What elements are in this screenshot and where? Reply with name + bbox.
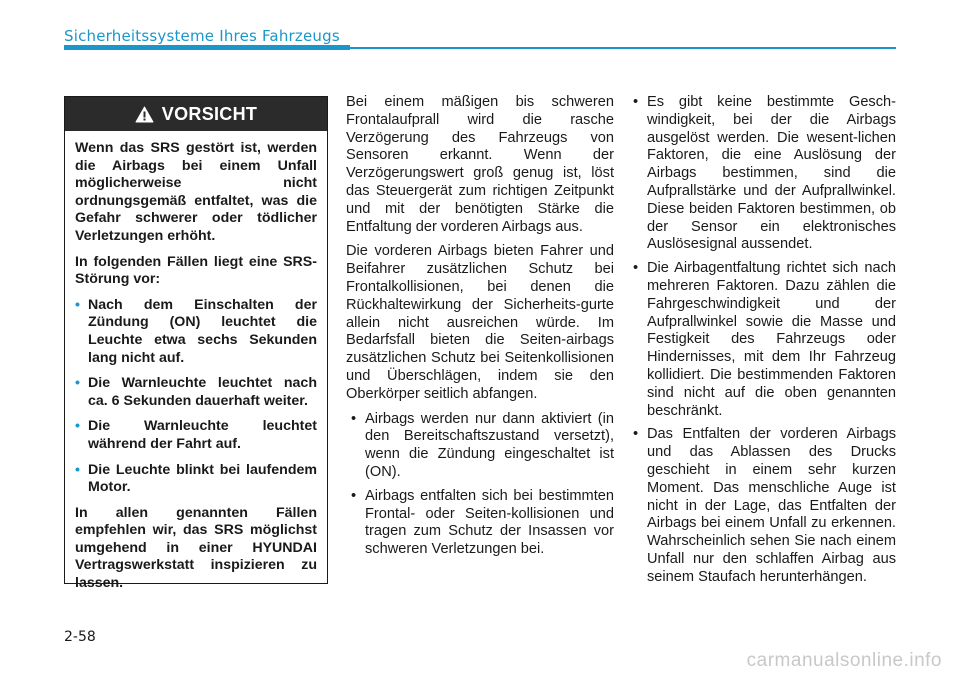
right-column — [628, 94, 896, 593]
watermark: carmanualsonline.info — [746, 650, 942, 671]
body-paragraph: Bei einem mäßigen bis schweren Frontalaufprall wird die rasche Verzögerung des Fahrzeugs von Sensoren erkannt. Wenn der Verzögerungswert groß genug ist, löst das Steuergerät zum richtigen Zeitpunkt und mit der benötigten Stärke die Entfaltung der vorderen Airbags aus. — [346, 94, 614, 235]
caution-body — [65, 131, 327, 593]
list-item-text: Die Airbagentfaltung richtet sich nach mehreren Faktoren. Dazu zählen die Fahrgeschwindigkeit und der Aufprallwinkel sowie die Masse und Festigkeit des Fahrzeugs oder Hindernisses, mit dem Ihr Fahrzeug kollidiert. Die bestimmenden Faktoren sind nicht auf die oben genannten beschränkt. — [647, 260, 896, 419]
middle-column — [346, 94, 614, 565]
header-rule-thin — [350, 47, 896, 49]
list-item — [628, 426, 896, 586]
caution-title: VORSICHT — [161, 103, 258, 124]
caution-list-item — [75, 418, 317, 453]
bullet-list — [346, 411, 614, 559]
caution-item-text: Die Warnleuchte leuchtet nach ca. 6 Sekunden dauerhaft weiter. — [88, 375, 317, 409]
bullet-icon: • — [75, 296, 80, 313]
list-item-text: Es gibt keine bestimmte Gesch-windigkeit, bei der die Airbags ausgelöst werden. Die wesent-lichen Faktoren, die eine Auslösung der Airbags bestimmen, sind die Aufprallstärke und der Aufprallwinkel. Diese beiden Faktoren bestimmen, ob der Sensor ein elektronisches Auslösesignal aussendet. — [647, 94, 896, 253]
list-item — [628, 94, 896, 254]
list-item — [628, 260, 896, 420]
caution-item-text: Die Warnleuchte leuchtet während der Fahrt auf. — [88, 418, 317, 452]
bullet-icon: • — [75, 375, 80, 392]
caution-list-item — [75, 462, 317, 497]
list-item — [346, 411, 614, 482]
warning-triangle-icon — [135, 106, 154, 123]
bullet-icon: • — [75, 461, 80, 478]
caution-item-text: Nach dem Einschalten der Zündung (ON) leuchtet die Leuchte etwa sechs Sekunden lang nicht auf. — [88, 296, 317, 366]
list-item-text: Das Entfalten der vorderen Airbags und das Ablassen des Drucks geschieht in einem sehr kurzen Moment. Das menschliche Auge ist nicht in der Lage, das Entfalten der Airbags bei einem Unfall zu erkennen. Wahrscheinlich sehen Sie nach einem Unfall nur den schlaffen Airbag aus seinem Staufach herunterhängen. — [647, 426, 896, 585]
bullet-list — [628, 94, 896, 587]
caution-list-item — [75, 297, 317, 367]
caution-paragraph: Wenn das SRS gestört ist, werden die Airbags bei einem Unfall möglicherweise nicht ordnungsgemäß entfaltet, was die Gefahr schwerer oder tödlicher Verletzungen erhöht. — [75, 140, 317, 244]
list-item — [346, 488, 614, 559]
list-item-text: Airbags entfalten sich bei bestimmten Frontal- oder Seiten-kollisionen und tragen zum Schutz der Insassen vor schweren Verletzungen bei. — [365, 487, 614, 558]
caution-box — [64, 96, 328, 592]
caution-list-item — [75, 375, 317, 410]
caution-item-text: Die Leuchte blinkt bei laufendem Motor. — [88, 461, 317, 496]
list-item-text: Airbags werden nur dann aktiviert (in den Bereitschaftszustand versetzt), wenn die Zündung eingeschaltet ist (ON). — [365, 410, 614, 480]
caution-list — [75, 297, 317, 497]
bullet-icon: • — [633, 260, 639, 277]
body-paragraph: Die vorderen Airbags bieten Fahrer und Beifahrer zusätzlichen Schutz bei Frontalkollisionen, bei denen die Rückhaltewirkung der Sicherheits-gurte allein nicht ausreichen würde. Im Bedarfsfall bieten die Seiten-airbags zusätzlichen Schutz bei Seitenkollisionen und Überschlägen, indem sie den Oberkörper seitlich abfangen. — [346, 243, 614, 402]
bullet-icon: • — [75, 418, 80, 435]
section-title: Sicherheitssysteme Ihres Fahrzeugs — [64, 27, 340, 45]
page-number: 2-58 — [64, 629, 96, 645]
bullet-icon: • — [633, 426, 639, 443]
caution-paragraph: In folgenden Fällen liegt eine SRS-Störung vor: — [75, 253, 317, 288]
caution-header — [65, 97, 327, 131]
header-rule — [64, 45, 350, 50]
bullet-icon: • — [351, 410, 357, 427]
caution-paragraph: In allen genannten Fällen empfehlen wir, das SRS möglichst umgehend in einer HYUNDAI Vertragswerkstatt inspizieren zu lassen. — [75, 504, 317, 592]
bullet-icon: • — [633, 94, 639, 110]
bullet-icon: • — [351, 487, 357, 504]
